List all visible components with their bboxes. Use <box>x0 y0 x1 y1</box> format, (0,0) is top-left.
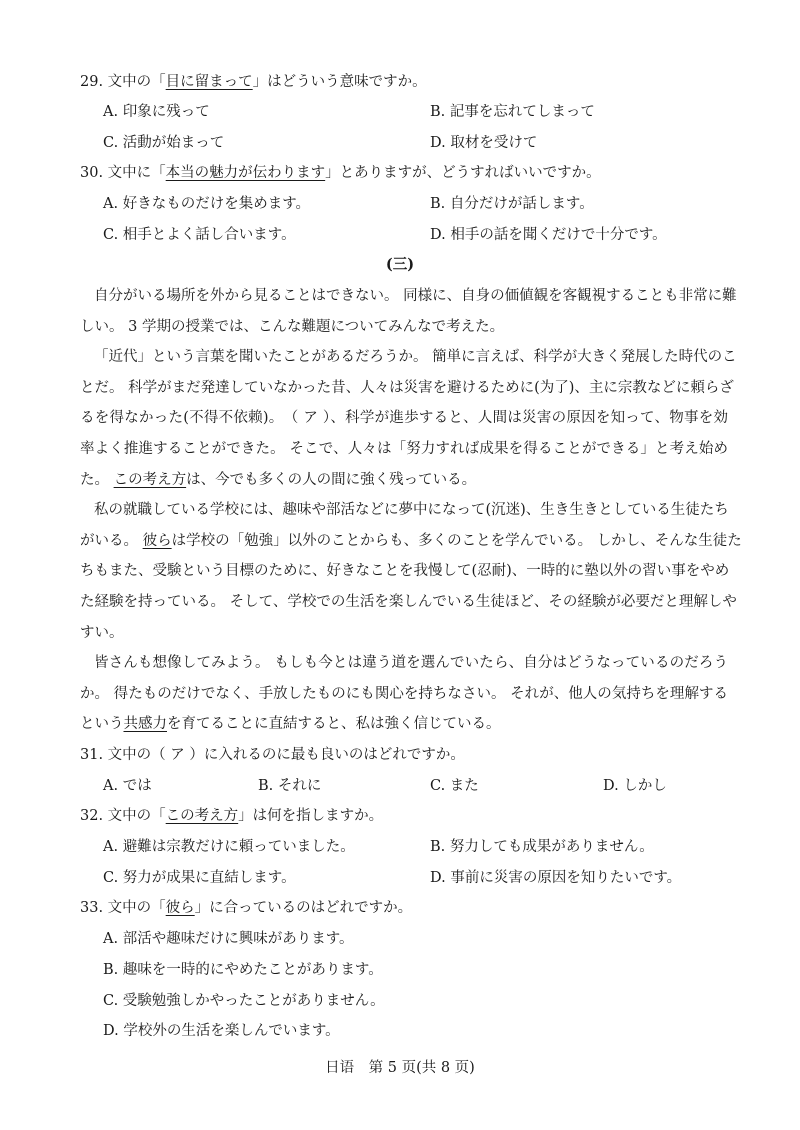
option-a: A. 印象に残って <box>103 104 210 120</box>
underlined-phrase: 彼ら <box>142 532 172 549</box>
passage-text: とだ。 科学がまだ発達していなかった昔、人々は災害を避けるために(为了)、主に宗教などに頼らざ <box>80 379 734 396</box>
passage-text: 皆さんも想像してみよう。 もしも今とは違う道を選んでいたら、自分はどうなっているのだろう <box>94 655 728 672</box>
question-text: 」はどういう意味ですか。 <box>252 74 427 90</box>
option-a: A. 避難は宗教だけに頼っていました。 <box>103 839 355 855</box>
passage-line <box>94 651 728 672</box>
option-b: B. 努力しても成果がありません。 <box>430 839 654 855</box>
question-number: 30. <box>80 165 104 181</box>
passage-text: を育てることに直結すると、私は強く信じている。 <box>167 716 501 733</box>
passage-line <box>80 376 734 397</box>
passage-text: は、今でも多くの人の間に強く残っている。 <box>186 471 477 488</box>
underlined-phrase: この考え方 <box>165 808 239 824</box>
question-number: 32. <box>80 808 104 824</box>
passage-text: 率よく推進することができた。 そこで、人々は「努力すれば成果を得ることができる」と考え始め <box>80 441 728 457</box>
passage-text: すい。 <box>80 624 124 641</box>
question-text: 文中の「 <box>107 900 166 916</box>
passage-text: という <box>80 716 124 733</box>
passage-text: た。 <box>80 471 114 488</box>
passage-line <box>80 712 728 733</box>
passage-text: か。 得たものだけでなく、手放したものにも関心を持ちなさい。 それが、他人の気持ちを理解する <box>80 685 728 702</box>
option-c: C. また <box>430 778 479 794</box>
underlined-phrase: 本当の魅力が伝わります <box>165 165 326 181</box>
passage-line <box>94 284 737 305</box>
passage-text: 私の就職している学校には、趣味や部活などに夢中になって(沉迷)、生き生きとしている生徒たち <box>94 502 729 519</box>
passage-line <box>80 529 742 550</box>
question-text: 」に合っているのはどれですか。 <box>194 900 413 916</box>
passage-text: ちもまた、受験という目標のために、好きなことを我慢して(忍耐)、一時的に塾以外の習い事をやめ <box>80 563 730 580</box>
section-title: (三) <box>385 256 415 273</box>
question-29 <box>80 70 427 91</box>
option-c: C. 努力が成果に直結します。 <box>103 870 296 886</box>
passage-line <box>80 315 728 336</box>
option-b: B. それに <box>258 778 322 794</box>
passage-text: るを得なかった(不得不依赖)。 （ ア ）、科学が進歩すると、人間は災害の原因を知って、物事を効 <box>80 410 728 427</box>
option-b: B. 趣味を一時的にやめたことがあります。 <box>103 962 383 978</box>
passage-text: 「近代」という言葉を聞いたことがあるだろうか。 簡単に言えば、科学が大きく発展した時代のこ <box>94 349 737 366</box>
passage-line <box>80 682 728 703</box>
option-c: C. 活動が始まって <box>103 135 225 151</box>
underlined-phrase: 彼ら <box>165 900 195 916</box>
option-c: C. 受験勉強しかやったことがありません。 <box>103 993 385 1009</box>
question-text: 」は何を指しますか。 <box>238 808 384 824</box>
option-d: D. 取材を受けて <box>430 135 538 151</box>
passage-text: しい。 3 学期の授業では、こんな難題についてみんなで考えた。 <box>80 318 505 335</box>
option-d: D. 学校外の生活を楽しんでいます。 <box>103 1023 340 1039</box>
option-b: B. 記事を忘れてしまって <box>430 104 595 120</box>
option-b: B. 自分だけが話します。 <box>430 196 594 212</box>
option-c: C. 相手とよく話し合います。 <box>103 227 296 243</box>
passage-text: は学校の「勉強」以外のことからも、多くのことを学んでいる。 しかし、そんな生徒た <box>171 532 742 549</box>
passage-line <box>80 406 728 427</box>
option-d: D. 事前に災害の原因を知りたいです。 <box>430 870 682 886</box>
question-number: 33. <box>80 900 104 916</box>
passage-line <box>80 621 728 642</box>
passage-line <box>80 437 728 458</box>
passage-line <box>94 498 728 519</box>
passage-text: た経験を持っている。 そして、学校での生活を楽しんでいる生徒ほど、その経験が必要だと理解しや <box>80 594 737 610</box>
question-32 <box>80 804 383 825</box>
option-d: D. しかし <box>603 778 667 794</box>
option-a: A. では <box>103 778 152 794</box>
underlined-phrase: 共感力 <box>123 716 167 733</box>
question-31: 31. 文中の（ ア ）に入れるのに最も良いのはどれですか。 <box>80 747 465 763</box>
underlined-phrase: 目に留まって <box>165 74 253 90</box>
passage-line <box>80 590 737 611</box>
passage-line <box>80 559 728 580</box>
passage-line <box>80 468 728 489</box>
passage-text: 自分がいる場所を外から見ることはできない。 同様に、自身の価値観を客観視することも非常に難 <box>94 288 737 304</box>
passage-line <box>94 345 737 366</box>
option-d: D. 相手の話を聞くだけで十分です。 <box>430 227 667 243</box>
question-number: 29. <box>80 74 104 90</box>
question-text: 」とありますが、どうすればいいですか。 <box>325 165 601 181</box>
option-a: A. 部活や趣味だけに興味があります。 <box>103 931 354 947</box>
question-text: 文中に「 <box>107 165 166 181</box>
passage-text: がいる。 <box>80 532 143 549</box>
page-footer: 日语 第 5 页(共 8 页) <box>325 1060 475 1076</box>
option-a: A. 好きなものだけを集めます。 <box>103 196 311 212</box>
underlined-phrase: この考え方 <box>113 471 187 488</box>
question-text: 文中の「 <box>107 808 166 824</box>
question-text: 文中の「 <box>107 74 166 90</box>
question-30 <box>80 161 601 182</box>
question-33 <box>80 896 412 917</box>
